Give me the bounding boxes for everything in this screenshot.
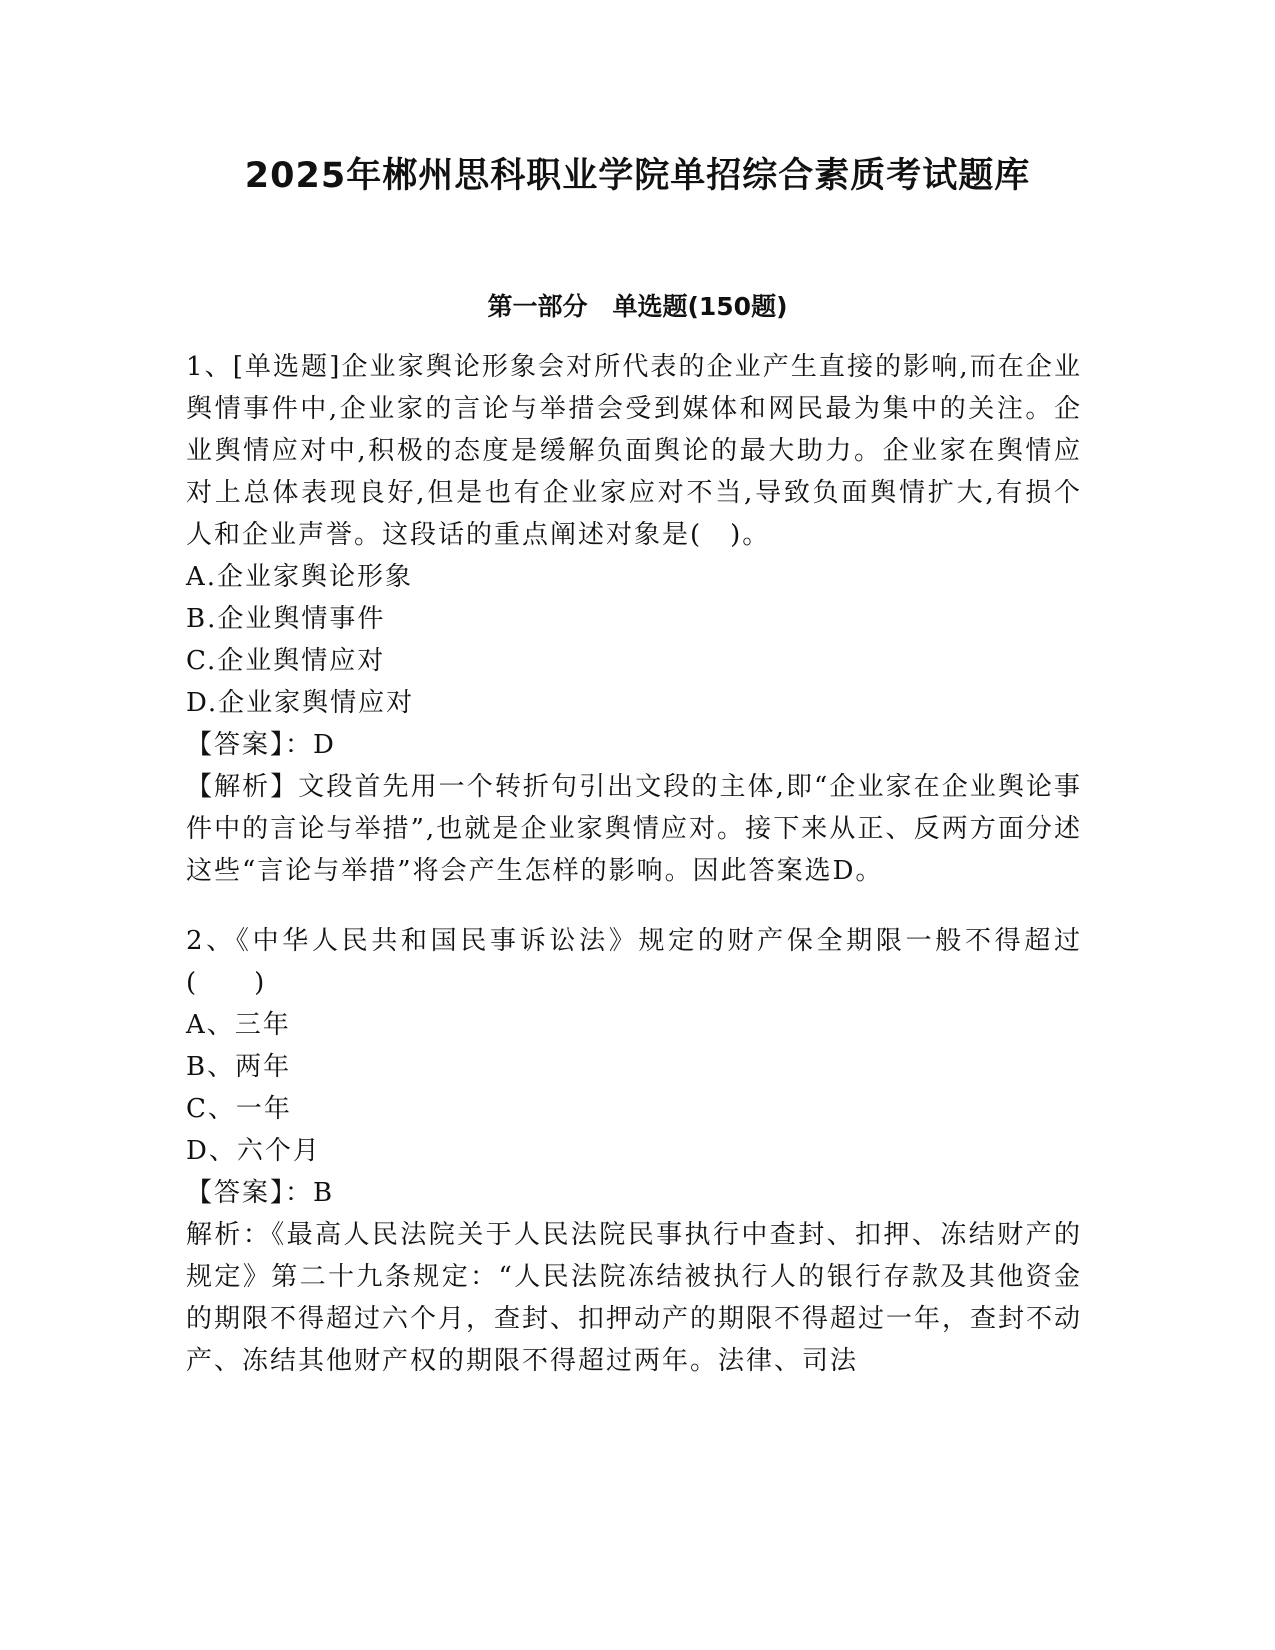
question-stem: 2、《中华人民共和国民事诉讼法》规定的财产保全期限一般不得超过( ) xyxy=(186,926,1082,998)
option-a: A、三年 xyxy=(186,1010,291,1040)
option-a: A.企业家舆论形象 xyxy=(186,562,414,592)
option-c: C.企业舆情应对 xyxy=(186,646,386,676)
question-list xyxy=(186,346,1082,1382)
option-d: D.企业家舆情应对 xyxy=(186,688,415,718)
section-title: 第一部分 单选题(150题) xyxy=(487,292,788,321)
analysis: 解析：《最高人民法院关于人民法院民事执行中查封、扣押、冻结财产的规定》第二十九条规定：“人民法院冻结被执行人的银行存款及其他资金的期限不得超过六个月，查封、扣押动产的期限不得超过一年，查封不动产、冻结其他财产权的期限不得超过两年。法律、司法 xyxy=(186,1220,1083,1376)
question-2 xyxy=(186,920,1082,1382)
analysis: 【解析】文段首先用一个转折句引出文段的主体,即“企业家在企业舆论事件中的言论与举措”,也就是企业家舆情应对。接下来从正、反两方面分述这些“言论与举措”将会产生怎样的影响。因此答案选D。 xyxy=(186,772,1082,886)
answer: 【答案】：B xyxy=(186,1178,335,1208)
option-b: B.企业舆情事件 xyxy=(186,604,386,634)
document-title: 2025年郴州思科职业学院单招综合素质考试题库 xyxy=(244,156,1031,196)
question-stem: 1、[单选题]企业家舆论形象会对所代表的企业产生直接的影响,而在企业舆情事件中,企业家的言论与举措会受到媒体和网民最为集中的关注。企业舆情应对中,积极的态度是缓解负面舆论的最大助力。企业家在舆情应对上总体表现良好,但是也有企业家应对不当,导致负面舆情扩大,有损个人和企业声誉。这段话的重点阐述对象是( )。 xyxy=(186,352,1082,550)
option-d: D、六个月 xyxy=(186,1136,321,1166)
option-c: C、一年 xyxy=(186,1094,292,1124)
question-spacer xyxy=(186,892,1082,920)
question-1 xyxy=(186,346,1082,892)
option-b: B、两年 xyxy=(186,1052,292,1082)
answer: 【答案】：D xyxy=(186,730,336,760)
